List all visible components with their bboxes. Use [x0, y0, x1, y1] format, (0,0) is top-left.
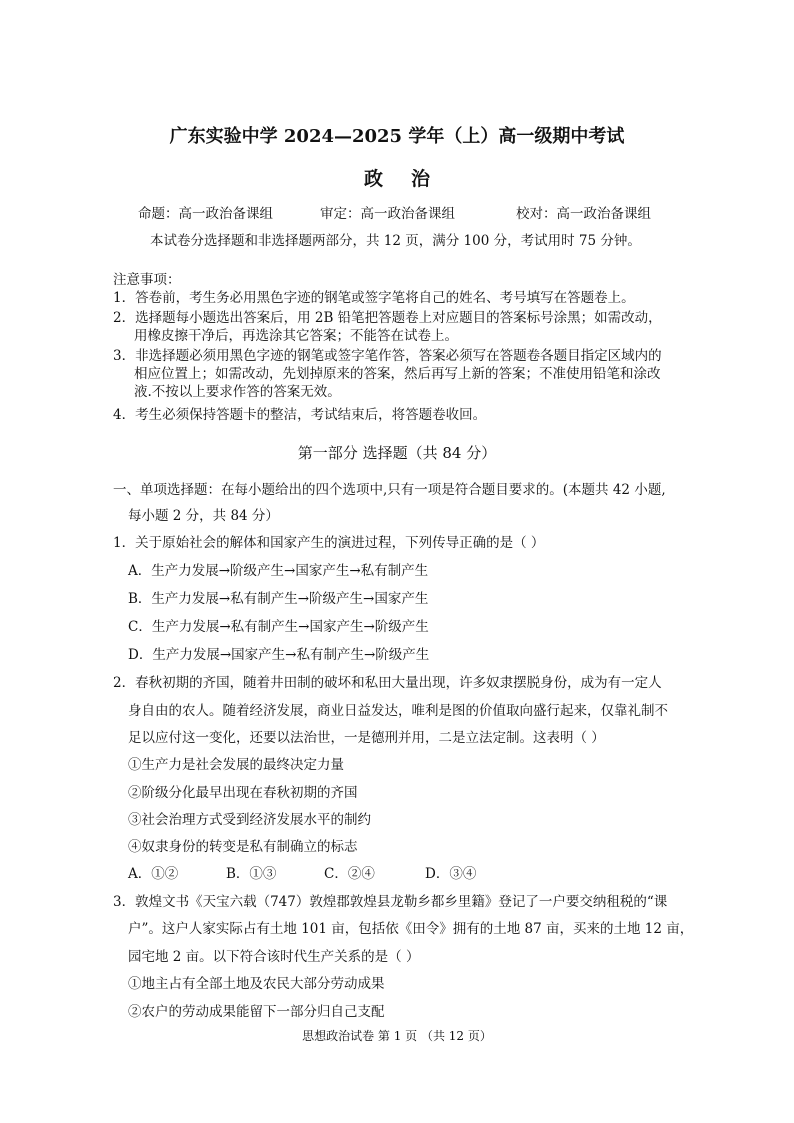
credit-reviewer: 审定：高一政治备课组 — [320, 206, 455, 222]
question-2-statement: ①生产力是社会发展的最终决定力量 — [128, 757, 344, 773]
section-instructions-cont: 每小题 2 分，共 84 分） — [128, 508, 279, 524]
exam-title: 广东实验中学 2024—2025 学年（上）高一级期中考试 — [169, 126, 625, 147]
note-line: 用橡皮擦干净后，再选涂其它答案；不能答在试卷上。 — [134, 328, 458, 344]
question-2-option: B．①③ — [226, 866, 277, 882]
subject-title: 政治 — [363, 168, 458, 190]
question-3-stem: 3．敦煌文书《天宝六载（747）敦煌郡敦煌县龙勒乡都乡里籍》登记了一户要交纳租税的“课 — [113, 894, 668, 910]
question-2-statement: ④奴隶身份的转变是私有制确立的标志 — [128, 839, 358, 855]
notes-heading: 注意事项： — [113, 272, 181, 288]
question-1-stem: 1．关于原始社会的解体和国家产生的演进过程，下列传导正确的是（ ） — [113, 535, 545, 551]
note-line: 4．考生必须保持答题卡的整洁，考试结束后，将答题卷收回。 — [113, 407, 487, 423]
question-2-statement: ③社会治理方式受到经济发展水平的制约 — [128, 812, 371, 828]
note-line: 3．非选择题必须用黑色字迹的钢笔或签字笔作答，答案必须写在答题卷各题目指定区域内的 — [113, 348, 662, 364]
question-2-option: C．②④ — [324, 866, 375, 882]
question-2-statement: ②阶级分化最早出现在春秋初期的齐国 — [128, 785, 358, 801]
section-instructions: 一、单项选择题：在每小题给出的四个选项中,只有一项是符合题目要求的。(本题共 42 小题, — [113, 482, 666, 498]
credit-proofreader: 校对：高一政治备课组 — [516, 206, 651, 222]
note-line: 相应位置上；如需改动，先划掉原来的答案，然后再写上新的答案；不准使用铅笔和涂改 — [134, 366, 661, 382]
question-3-statement: ①地主占有全部土地及农民大部分劳动成果 — [128, 976, 385, 992]
exam-intro: 本试卷分选择题和非选择题两部分，共 12 页，满分 100 分，考试用时 75 分钟。 — [150, 233, 641, 249]
question-2-stem: 2．春秋初期的齐国，随着井田制的破坏和私田大量出现，许多奴隶摆脱身份，成为有一定人 — [113, 675, 662, 691]
question-2-stem: 身自由的农人。随着经济发展，商业日益发达，唯利是图的价值取向盛行起来，仅靠礼制不 — [128, 703, 668, 719]
question-3-stem: 户”。这户人家实际占有土地 101 亩，包括依《田令》拥有的土地 87 亩，买来的土地 12 亩， — [128, 921, 694, 937]
part-title: 第一部分 选择题（共 84 分） — [297, 444, 497, 462]
question-1-option: A．生产力发展→阶级产生→国家产生→私有制产生 — [128, 563, 429, 579]
question-1-option: B．生产力发展→私有制产生→阶级产生→国家产生 — [128, 591, 429, 607]
page-footer: 思想政治试卷 第 1 页 （共 12 页） — [302, 1029, 492, 1043]
note-line: 2．选择题每小题选出答案后，用 2B 铅笔把答题卷上对应题目的答案标号涂黑；如需改动， — [113, 310, 662, 326]
question-2-stem: 足以应付这一变化，还要以法治世，一是德刑并用，二是立法定制。这表明（ ） — [128, 730, 605, 746]
question-2-option: D．③④ — [425, 866, 477, 882]
credit-author: 命题：高一政治备课组 — [138, 206, 273, 222]
question-3-stem: 园宅地 2 亩。以下符合该时代生产关系的是（ ） — [128, 949, 420, 965]
question-1-option: D．生产力发展→国家产生→私有制产生→阶级产生 — [128, 647, 430, 663]
question-3-statement: ②农户的劳动成果能留下一部分归自己支配 — [128, 1004, 385, 1020]
question-1-option: C．生产力发展→私有制产生→国家产生→阶级产生 — [128, 619, 429, 635]
note-line: 1．答卷前，考生务必用黑色字迹的钢笔或签字笔将自己的姓名、考号填写在答题卷上。 — [113, 290, 635, 306]
note-line: 液.不按以上要求作答的答案无效。 — [134, 384, 341, 400]
question-2-option: A．①② — [128, 866, 179, 882]
